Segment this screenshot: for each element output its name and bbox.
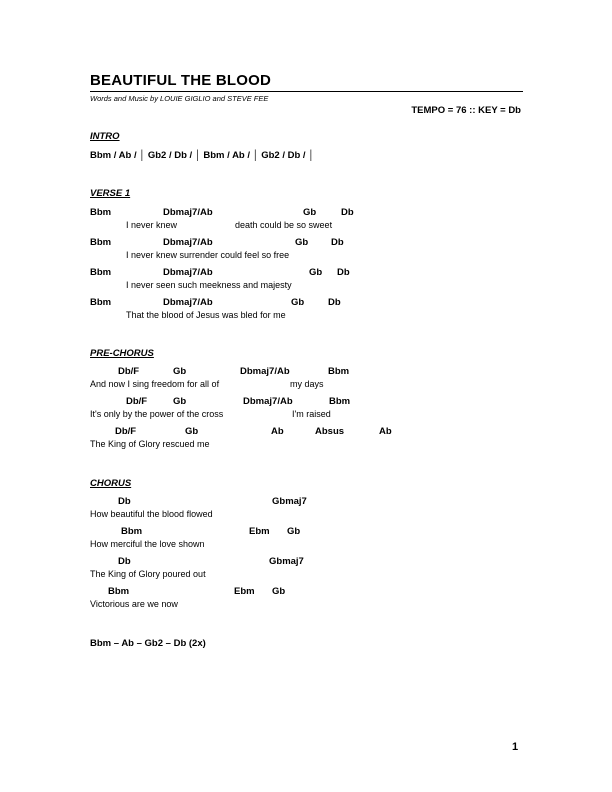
lyric-line: Victorious are we now: [90, 599, 178, 609]
chord: Bbm: [328, 366, 350, 377]
chord: Ab: [379, 426, 392, 437]
chord: Gb: [173, 396, 187, 407]
chord: Dbmaj7/Ab: [163, 267, 213, 278]
chord: Dbmaj7/Ab: [163, 297, 213, 308]
lyric-line: The King of Glory rescued me: [90, 439, 210, 449]
chord: Bbm: [90, 297, 112, 308]
lyric-line: I never knew surrender could feel so free: [126, 250, 290, 260]
lyric-line: How merciful the love shown: [90, 539, 205, 549]
prechorus-heading: PRE-CHORUS: [90, 348, 154, 359]
chord: Dbmaj7/Ab: [163, 237, 213, 248]
chord: Db/F: [126, 396, 148, 407]
chord: Gb: [173, 366, 187, 377]
chord: Bbm: [121, 526, 143, 537]
chord: Db: [341, 207, 354, 218]
chord: Bbm: [108, 586, 130, 597]
chord: Db: [118, 556, 131, 567]
intro-heading: INTRO: [90, 131, 120, 142]
lyric-line: And now I sing freedom for all of: [90, 379, 220, 389]
chord: Dbmaj7/Ab: [243, 396, 293, 407]
chord: Gb: [295, 237, 309, 248]
title-divider: [90, 91, 523, 92]
chord: Db/F: [115, 426, 137, 437]
lyric-line: death could be so sweet: [235, 220, 333, 230]
lyric-line: I never knew: [126, 220, 178, 230]
chorus-heading: CHORUS: [90, 478, 132, 489]
chord: Ab: [271, 426, 284, 437]
chord: Gb: [309, 267, 323, 278]
lyric-line: How beautiful the blood flowed: [90, 509, 213, 519]
chord: Bbm: [90, 267, 112, 278]
outro-progression: Bbm – Ab – Gb2 – Db (2x): [90, 638, 206, 649]
chord: Db/F: [118, 366, 140, 377]
chord: Db: [331, 237, 344, 248]
lyric-line: The King of Glory poured out: [90, 569, 206, 579]
chord: Ebm: [249, 526, 270, 537]
chord: Bbm: [329, 396, 351, 407]
tempo-key: TEMPO = 76 :: KEY = Db: [411, 105, 521, 116]
chord: Gb: [185, 426, 199, 437]
chord: Gb: [291, 297, 305, 308]
chord: Ebm: [234, 586, 255, 597]
song-title: BEAUTIFUL THE BLOOD: [90, 72, 272, 89]
chord: Dbmaj7/Ab: [163, 207, 213, 218]
lyric-line: I never seen such meekness and majesty: [126, 280, 292, 290]
chord: Absus: [315, 426, 345, 437]
chord: Gbmaj7: [272, 496, 307, 507]
chord: Db: [118, 496, 131, 507]
lyric-line: I'm raised: [292, 409, 331, 419]
chord: Gbmaj7: [269, 556, 304, 567]
chord: Gb: [303, 207, 317, 218]
chord: Gb: [287, 526, 301, 537]
chord: Dbmaj7/Ab: [240, 366, 290, 377]
chord: Gb: [272, 586, 286, 597]
intro-progression: Bbm / Ab / │ Gb2 / Db / │ Bbm / Ab / │ Gb2 / Db / │: [90, 150, 315, 161]
lyric-line: my days: [290, 379, 324, 389]
chord: Db: [337, 267, 350, 278]
chord: Db: [328, 297, 341, 308]
lyric-line: It's only by the power of the cross: [90, 409, 224, 419]
chord: Bbm: [90, 237, 112, 248]
song-credits: Words and Music by LOUIE GIGLIO and STEVE FEE: [90, 94, 269, 103]
verse1-heading: VERSE 1: [90, 188, 131, 199]
lyric-line: That the blood of Jesus was bled for me: [126, 310, 286, 320]
chord: Bbm: [90, 207, 112, 218]
page-number: 1: [512, 741, 519, 753]
